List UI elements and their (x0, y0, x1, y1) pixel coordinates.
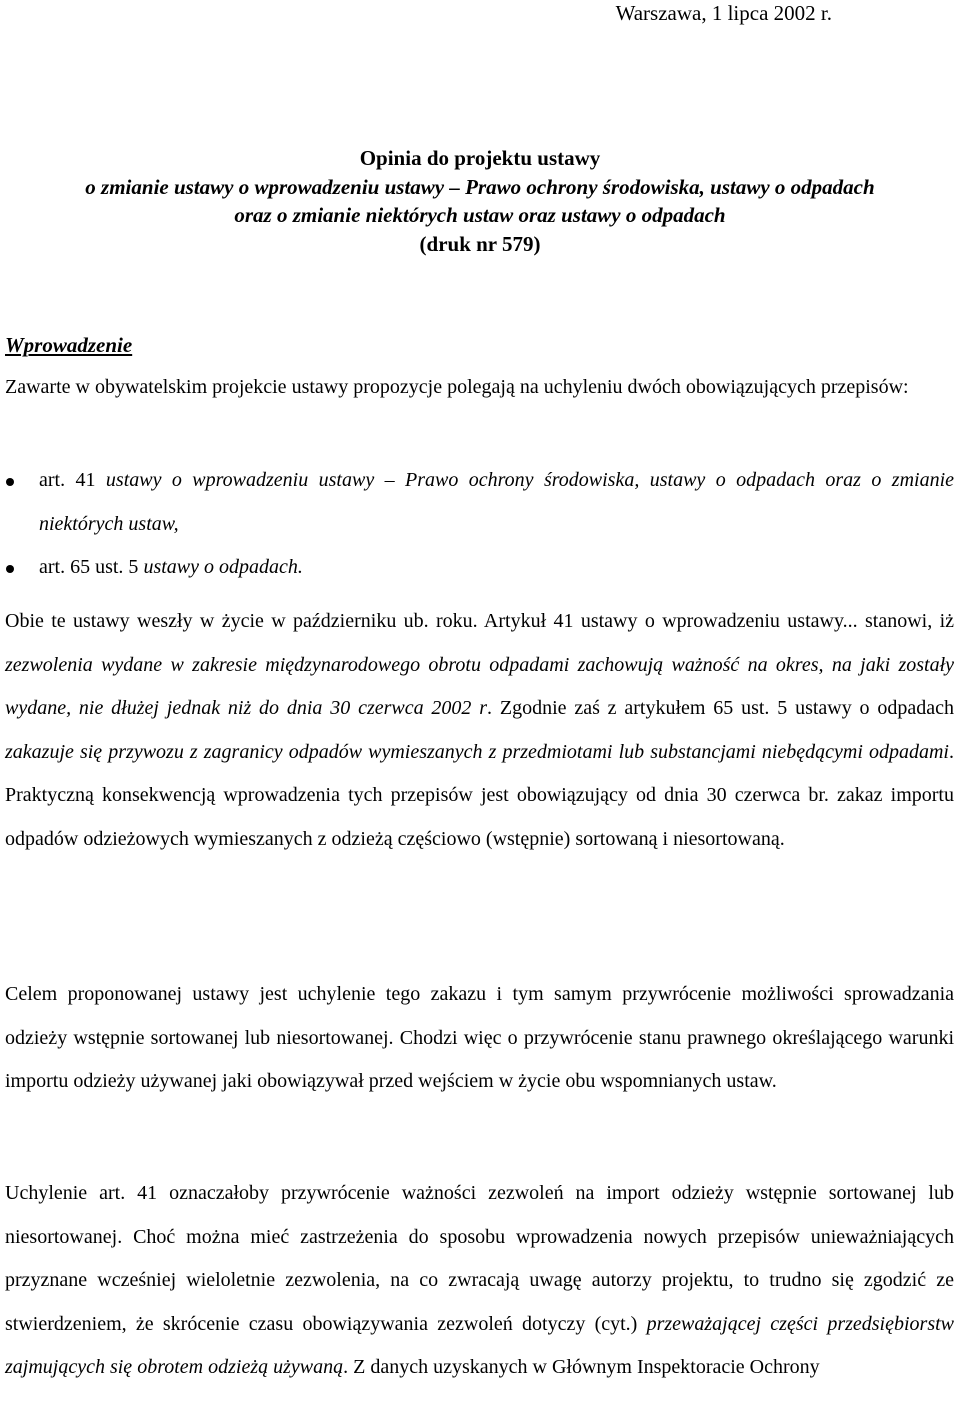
p2-text: Celem proponowanej ustawy jest uchylenie tego zakazu i tym samym przywrócenie możliwości sprowadzania odzieży wstępnie sortowanej lub niesortowanej. Chodzi więc o przywrócenie stanu prawnego określającego warunki importu odzieży używanej jaki obowiązywał przed wejściem w życie obu wspomnianych ustaw. (5, 983, 954, 1093)
p1-part-e: . Praktyczną konsekwencją wprowadzenia tych przepisów jest obowiązujący od dnia 30 czerwca br. zakaz importu odpadów odzieżowych wymieszanych z odzieżą częściowo (wstępnie) sortowaną i niesortowaną. (5, 740, 954, 850)
bullet-prefix: art. 65 ust. 5 (39, 556, 139, 579)
bullet-list (5, 459, 954, 590)
paragraph-3 (5, 1172, 954, 1390)
document-date: Warszawa, 1 lipca 2002 r. (615, 1, 832, 25)
p3-part-c: . Z danych uzyskanych w Głównym Inspektoracie Ochrony (343, 1356, 820, 1379)
bullet-text: ustawy o odpadach. (138, 556, 303, 579)
bullet-item (5, 546, 954, 590)
bullet-item (5, 459, 954, 546)
p3-part-a: Uchylenie art. 41 oznaczałoby przywrócenie ważności zezwoleń na import odzieży wstępnie sortowanej lub niesortowanej. Choć można mieć zastrzeżenia do sposobu wprowadzenia nowych przepisów unieważniających przyznane wcześniej wieloletnie zezwolenia, na co zwracają uwagę autorzy projektu, to trudno się zgodzić ze stwierdzeniem, że skrócenie czasu obowiązywania zezwoleń dotyczy (cyt.) (5, 1182, 954, 1335)
section-heading: Wprowadzenie (5, 333, 133, 357)
paragraph-2 (5, 973, 954, 1104)
title-line-4: (druk nr 579) (419, 231, 541, 256)
title-line-1: Opinia do projektu ustawy (359, 146, 601, 170)
bullet-dot-icon (6, 478, 14, 486)
p1-part-a: Obie te ustawy weszły w życie w październiku ub. roku. Artykuł 41 ustawy o wprowadzeniu ustawy... stanowi, iż (5, 610, 954, 632)
bullet-text: ustawy o wprowadzeniu ustawy – Prawo ochrony środowiska, ustawy o odpadach oraz o zmianie niektórych ustaw, (39, 469, 955, 535)
bullet-dot-icon (6, 565, 14, 573)
document-title (0, 144, 960, 258)
paragraph-1 (5, 600, 954, 862)
title-line-2: o zmianie ustawy o wprowadzeniu ustawy – Prawo ochrony środowiska, ustawy o odpadach (85, 174, 875, 199)
intro-text: Zawarte w obywatelskim projekcie ustawy propozycje polegają na uchyleniu dwóch obowiązujących przepisów: (5, 376, 909, 398)
title-line-3: oraz o zmianie niektórych ustaw oraz ustawy o odpadach (234, 203, 726, 227)
p3-part-b: przeważającej części przedsiębiorstw zajmujących się obrotem odzieżą używaną (5, 1312, 955, 1379)
bullet-prefix: art. 41 (39, 469, 96, 491)
p1-part-d: zakazuje się przywozu z zagranicy odpadów wymieszanych z przedmiotami lub substancjami niebędącymi odpadami (5, 740, 949, 763)
intro-paragraph (5, 366, 954, 410)
p1-part-c: . Zgodnie zaś z artykułem 65 ust. 5 ustawy o odpadach (487, 697, 955, 720)
p1-part-b: zezwolenia wydane w zakresie międzynarodowego obrotu odpadami zachowują ważność na okres, na jaki zostały wydane, nie dłużej jednak niż do dnia 30 czerwca 2002 r (5, 653, 954, 720)
